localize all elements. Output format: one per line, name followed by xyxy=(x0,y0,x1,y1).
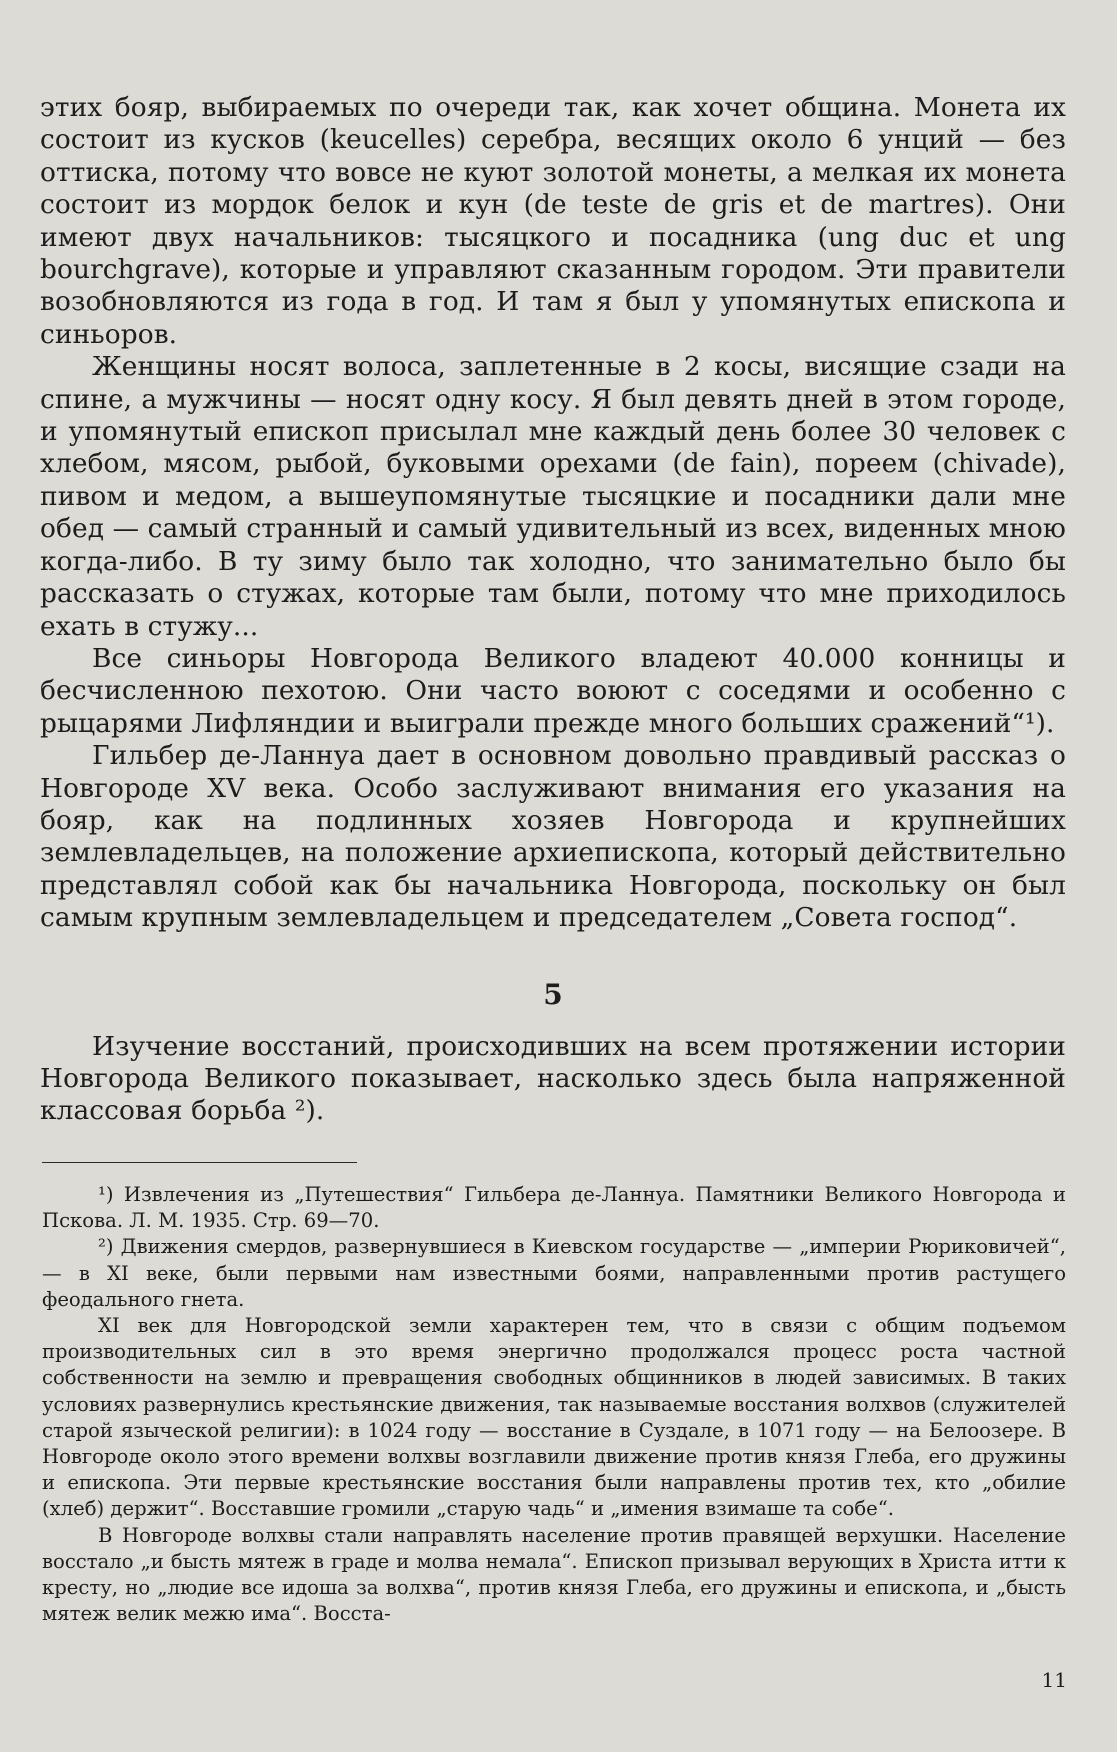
main-text xyxy=(40,92,1066,1128)
footnotes xyxy=(42,1182,1066,1627)
paragraph: Все синьоры Новгорода Великого владеют 40.000 конницы и бесчисленною пехотою. Они часто воюют с соседями и особенно с рыцарями Лифляндии и выиграли прежде много больших сражений“¹). xyxy=(40,642,1066,739)
paragraph: Женщины носят волоса, заплетенные в 2 косы, висящие сзади на спине, а мужчины — носят одну косу. Я был девять дней в этом городе, и упомянутый епископ присылал мне каждый день более 30 человек с хлебом, мясом, рыбой, буковыми орехами (de fain), пореем (chivade), пивом и медом, а вышеупомянутые тысяцкие и посадники дали мне обед — самый странный и самый удивительный из всех, виденных мною когда-либо. В ту зиму было так холодно, что занимательно было бы рассказать о стужах, которые там были, потому что мне приходилось ехать в стужу... xyxy=(40,351,1066,642)
paragraph: этих бояр, выбираемых по очереди так, как хочет община. Монета их состоит из кусков (keucelles) серебра, весящих около 6 унций — без оттиска, потому что вовсе не куют золотой монеты, а мелкая их монета состоит из мордок белок и кун (de teste de gris et de martres). Они имеют двух начальников: тысяцкого и посадника (ung duc et ung bourchgrave), которые и управляют сказанным городом. Эти правители возобновляются из года в год. И там я был у упомянутых епископа и синьоров. xyxy=(40,92,1066,350)
section-number: 5 xyxy=(543,977,563,1011)
paragraph: Изучение восстаний, происходивших на всем протяжении истории Новгорода Великого показывает, насколько здесь была напряженной классовая борьба ²). xyxy=(40,1030,1066,1127)
footnote: ¹) Извлечения из „Путешествия“ Гильбера де-Ланнуа. Памятники Великого Новгорода и Пскова. Л. М. 1935. Стр. 69—70. xyxy=(42,1183,1066,1233)
page-number: 11 xyxy=(1041,1668,1067,1692)
footnote: ²) Движения смердов, развернувшиеся в Киевском государстве — „империи Рюриковичей“, — в XI веке, были первыми нам известными боями, направленными против растущего феодального гнета. xyxy=(42,1235,1066,1311)
footnote-divider xyxy=(42,1162,357,1163)
paragraph: Гильбер де-Ланнуа дает в основном довольно правдивый рассказ о Новгороде XV века. Особо заслуживают внимания его указания на бояр, как на подлинных хозяев Новгорода и крупнейших землевладельцев, на положение архиепископа, который действительно представлял собой как бы начальника Новгорода, поскольку он был самым крупным землевладельцем и председателем „Совета господ“. xyxy=(40,740,1066,934)
footnote: XI век для Новгородской земли характерен тем, что в связи с общим подъемом производительных сил в это время энергично продолжался процесс роста частной собственности на землю и превращения свободных общинников в людей зависимых. В таких условиях развернулись крестьянские движения, так называемые восстания волхвов (служителей старой языческой религии): в 1024 году — восстание в Суздале, в 1071 году — на Белоозере. В Новгороде около этого времени волхвы возглавили движение против князя Глеба, его дружины и епископа. Эти первые крестьянские восстания были направлены против тех, кто „обилие (хлеб) держит“. Восставшие громили „старую чадь“ и „имения взимаше та собе“. xyxy=(42,1314,1066,1521)
footnote: В Новгороде волхвы стали направлять население против правящей верхушки. Население восстало „и бысть мятеж в граде и молва немала“. Епископ призывал верующих в Христа итти к кресту, но „людие все идоша за волхва“, против князя Глеба, его дружины и епископа, и „бысть мятеж велик межю има“. Восста- xyxy=(42,1523,1066,1626)
